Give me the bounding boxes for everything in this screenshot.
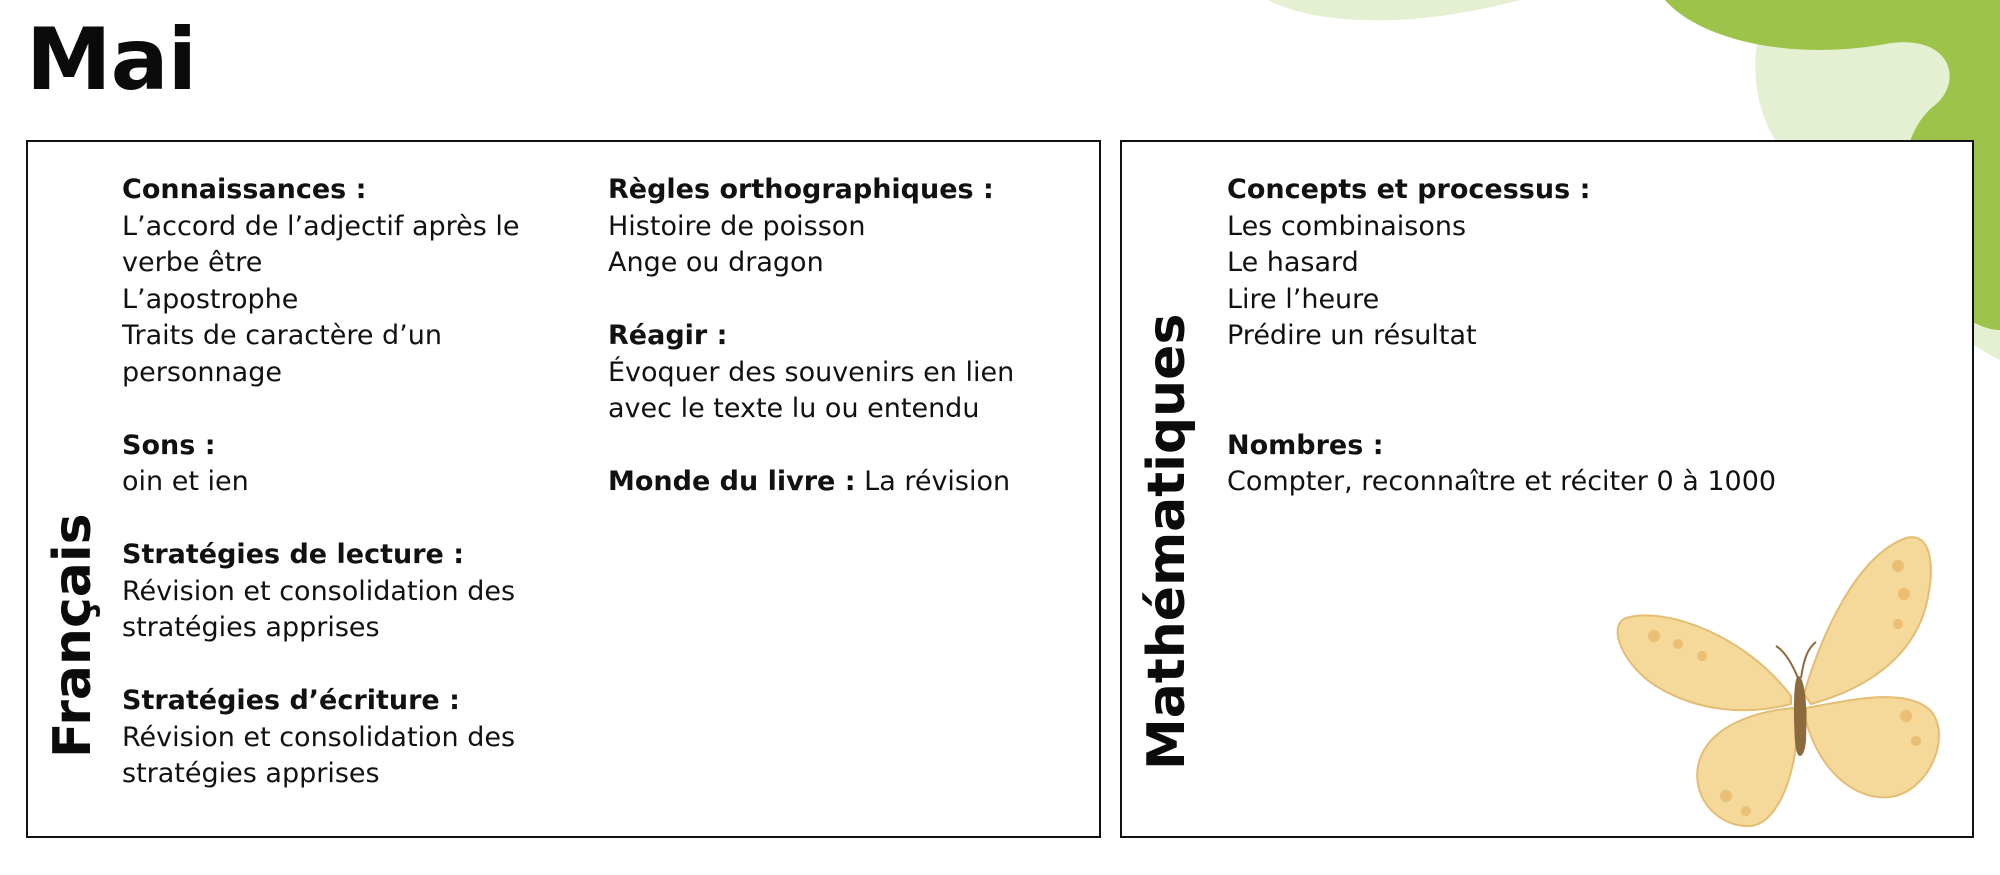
butterfly-body	[1794, 676, 1807, 756]
concepts-processus-block	[1227, 172, 1827, 355]
butterfly-illustration-icon	[1606, 526, 1956, 836]
list-item: Histoire de poisson	[608, 210, 866, 242]
butterfly-spot	[1911, 736, 1921, 746]
regles-orthographiques-heading: Règles orthographiques :	[608, 174, 994, 205]
monde-du-livre-heading: Monde du livre :	[608, 466, 856, 497]
list-item: oin et ien	[122, 466, 249, 497]
strategies-lecture-heading: Stratégies de lecture :	[122, 539, 465, 570]
butterfly-spot	[1893, 619, 1903, 629]
strategies-ecriture-block	[122, 683, 562, 793]
butterfly-antenna-left	[1776, 646, 1798, 678]
list-item: Prédire un résultat	[1227, 320, 1477, 351]
butterfly-spot	[1898, 588, 1910, 600]
concepts-processus-heading: Concepts et processus :	[1227, 174, 1591, 205]
list-item: Lire l’heure	[1227, 283, 1380, 315]
mathematiques-label: Mathématiques	[1137, 313, 1197, 770]
butterfly-upper-right-wing	[1804, 537, 1931, 704]
butterfly-spot	[1900, 710, 1912, 722]
connaissances-block	[122, 172, 562, 391]
butterfly-spot	[1648, 630, 1660, 642]
strategies-lecture-block	[122, 537, 562, 647]
mathematiques-side-label	[1122, 142, 1212, 836]
list-item: Révision et consolidation des stratégies apprises	[122, 575, 516, 643]
sons-heading: Sons :	[122, 429, 216, 461]
list-item: L’accord de l’adjectif après le verbe être	[122, 210, 520, 278]
strategies-ecriture-heading: Stratégies d’écriture :	[122, 685, 460, 716]
monde-du-livre-value: La révision	[864, 466, 1011, 497]
butterfly-upper-left-wing	[1618, 615, 1791, 710]
regles-orthographiques-block	[608, 172, 1048, 282]
sons-block	[122, 428, 562, 501]
butterfly-spot	[1892, 560, 1904, 572]
francais-label: Français	[43, 513, 103, 758]
butterfly-spot	[1697, 651, 1707, 661]
list-item: L’apostrophe	[122, 283, 299, 315]
list-item: Traits de caractère d’un personnage	[122, 320, 442, 388]
mathematiques-panel	[1120, 140, 1974, 838]
francais-panel	[26, 140, 1101, 838]
list-item: Ange ou dragon	[608, 247, 824, 278]
butterfly-lower-right-wing	[1806, 697, 1939, 797]
nombres-block	[1227, 428, 1827, 501]
list-item: Le hasard	[1227, 247, 1359, 278]
monde-du-livre-block	[608, 464, 1048, 501]
list-item: Révision et consolidation des stratégies apprises	[122, 721, 516, 789]
list-item: Évoquer des souvenirs en lien avec le texte lu ou entendu	[608, 356, 1015, 424]
nombres-heading: Nombres :	[1227, 429, 1384, 461]
reagir-block	[608, 318, 1048, 428]
butterfly-spot	[1673, 639, 1683, 649]
light-green-blob-top	[1268, 0, 1520, 20]
francais-column-1	[122, 172, 562, 829]
list-item: Les combinaisons	[1227, 210, 1467, 242]
connaissances-heading: Connaissances :	[122, 174, 367, 205]
page-title: Mai	[26, 10, 197, 110]
butterfly-spot	[1741, 806, 1751, 816]
mathematiques-column	[1227, 172, 1827, 537]
reagir-heading: Réagir :	[608, 320, 728, 351]
francais-side-label	[28, 142, 118, 836]
butterfly-spot	[1720, 790, 1732, 802]
list-item: Compter, reconnaître et réciter 0 à 1000	[1227, 466, 1777, 497]
francais-column-2	[608, 172, 1048, 537]
